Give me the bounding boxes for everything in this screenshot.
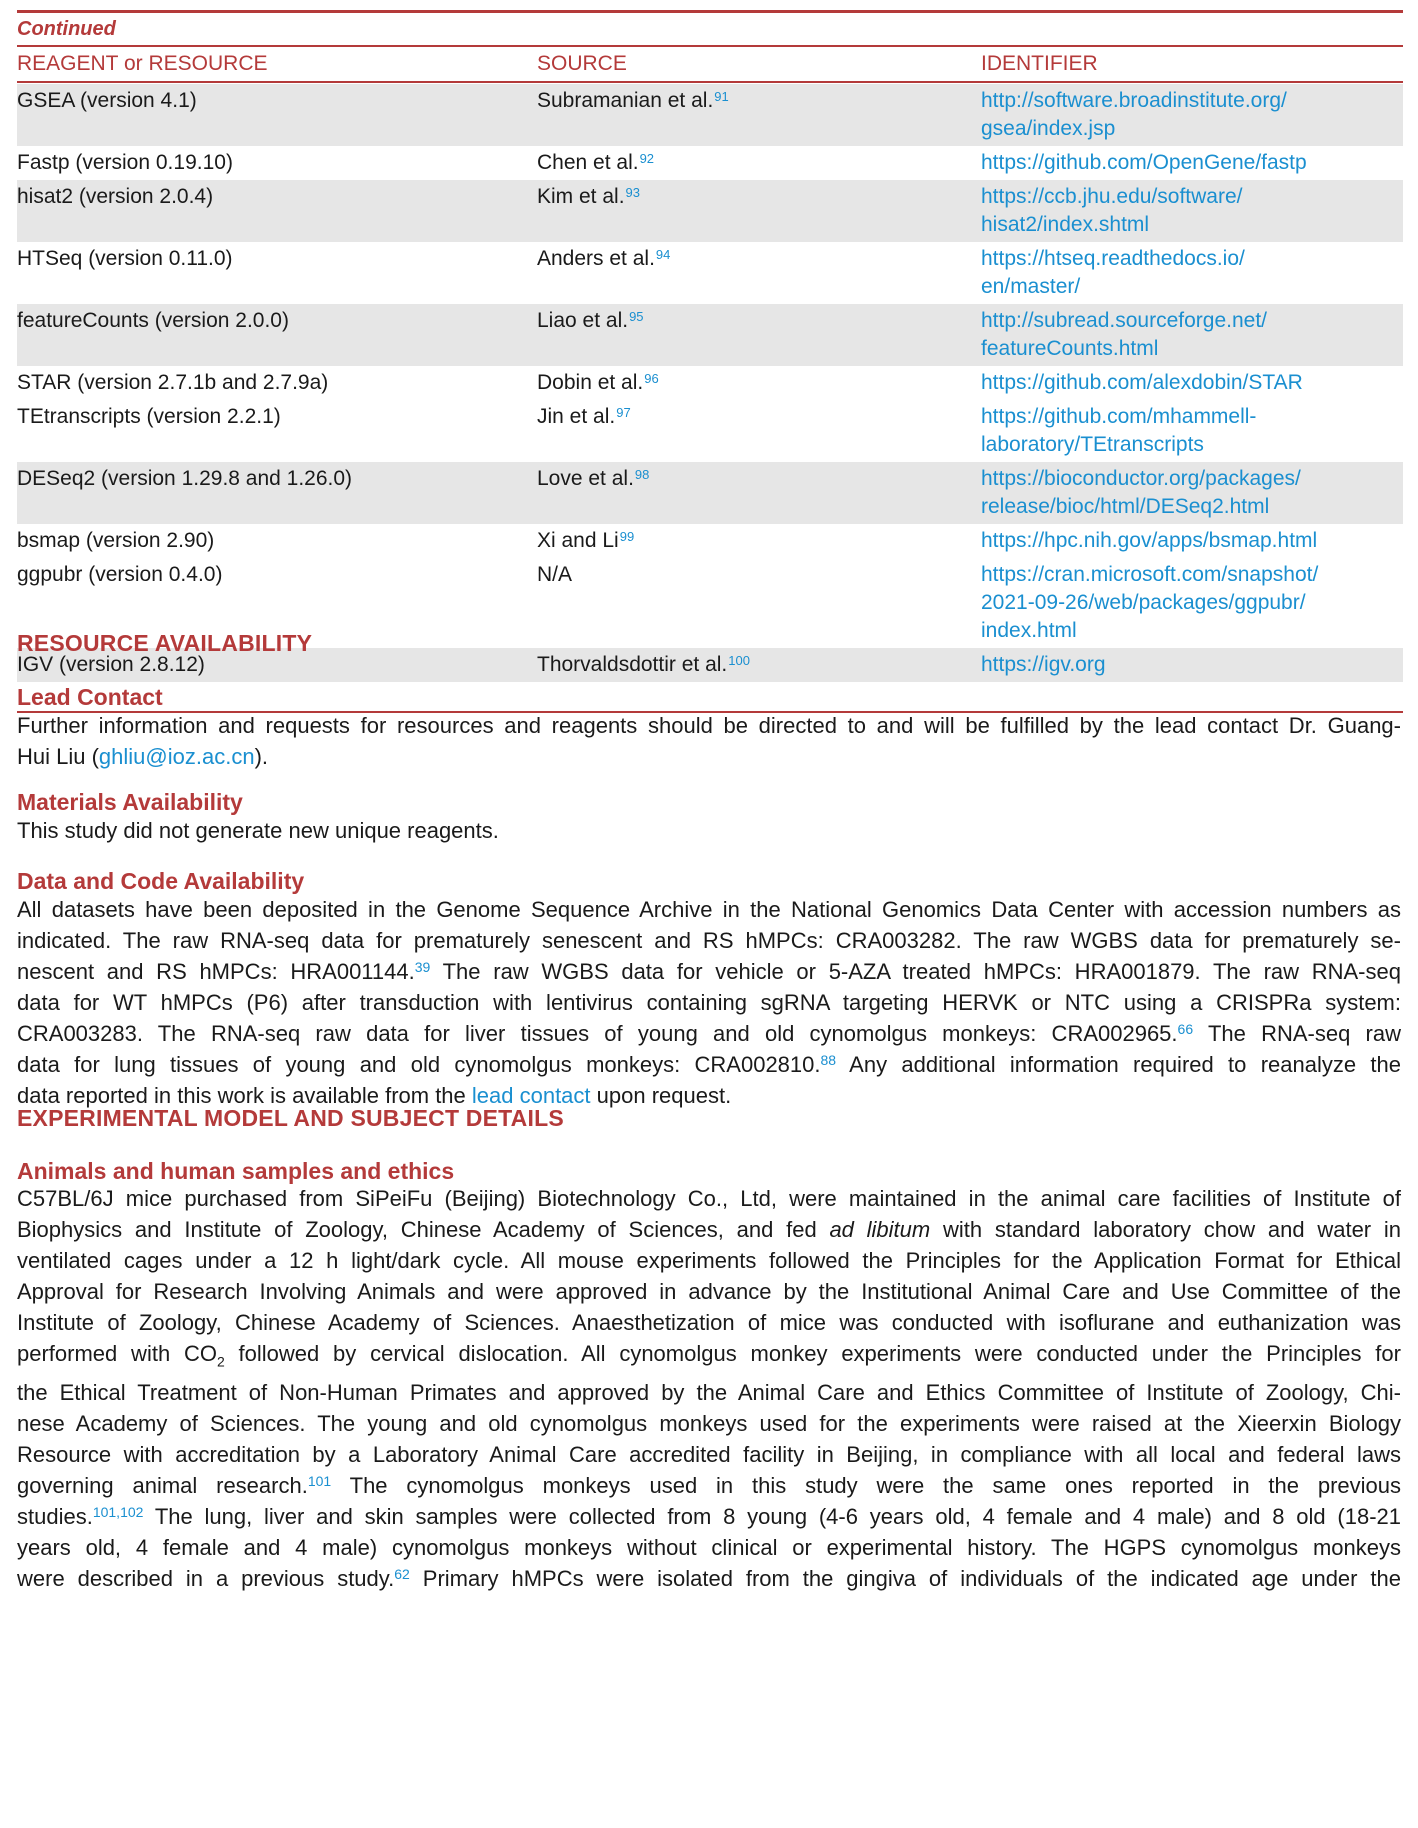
text: data for lung tissues of young and old cynomolgus monkeys: CRA002810. [17, 1052, 821, 1077]
materials-availability-title: Materials Availability [17, 789, 243, 815]
identifier-link[interactable] [981, 651, 1401, 679]
identifier-link[interactable] [981, 527, 1401, 555]
identifier-line[interactable]: index.html [981, 619, 1077, 642]
source-text: Dobin et al. [537, 371, 644, 394]
animals-line: nese Academy of Sciences. The young and old cynomolgus monkeys used for the experiments were raised at the Xieerxin Biology [17, 1411, 1401, 1437]
citation-ref[interactable]: 101,102 [92, 1504, 144, 1521]
lead-contact-link[interactable]: lead contact [471, 1083, 591, 1108]
source-cell [537, 245, 670, 273]
header-reagent: REAGENT or RESOURCE [17, 52, 268, 75]
identifier-line[interactable]: gsea/index.jsp [981, 117, 1116, 140]
table-row [17, 304, 1403, 366]
source-text: Thorvaldsdottir et al. [537, 653, 728, 676]
lead-contact-title: Lead Contact [17, 684, 163, 710]
animals-line: the Ethical Treatment of Non-Human Primates and approved by the Animal Care and Ethics Committee of Institute of Zoology, Chi- [17, 1380, 1401, 1406]
citation-ref[interactable]: 62 [394, 1566, 410, 1583]
identifier-line[interactable]: en/master/ [981, 275, 1081, 298]
text: data reported in this work is available from the [17, 1083, 472, 1108]
key-resources-table [17, 84, 1403, 682]
text: performed with CO [17, 1341, 217, 1366]
animals-line: years old, 4 female and 4 male) cynomolgus monkeys without clinical or experimental history. The HGPS cynomolgus monkeys [17, 1535, 1401, 1561]
source-text: Xi and Li [537, 529, 619, 552]
animals-line [17, 1214, 1401, 1245]
citation-ref[interactable]: 88 [820, 1052, 837, 1068]
source-cell [537, 465, 649, 493]
table-row [17, 242, 1403, 304]
italic-text: ad libitum [829, 1217, 931, 1242]
identifier-link[interactable] [981, 465, 1401, 521]
materials-paragraph [17, 815, 1401, 846]
identifier-link[interactable] [981, 245, 1401, 301]
identifier-line[interactable]: 2021-09-26/web/packages/ggpubr/ [981, 591, 1306, 614]
header-identifier: IDENTIFIER [981, 52, 1098, 75]
table-header-bottom-rule [17, 81, 1403, 83]
identifier-line[interactable]: hisat2/index.shtml [981, 213, 1150, 236]
text: Primary hMPCs were isolated from the gingiva of individuals of the indicated age under the [409, 1566, 1401, 1592]
identifier-line[interactable]: https://bioconductor.org/packages/ [981, 467, 1301, 490]
source-text: Jin et al. [537, 405, 616, 428]
source-cell [537, 307, 644, 335]
identifier-line[interactable]: http://subread.sourceforge.net/ [981, 309, 1268, 332]
text: followed by cervical dislocation. All cynomolgus monkey experiments were conducted under the Principles for [224, 1341, 1401, 1366]
animals-line [17, 1501, 1401, 1532]
text: The RNA-seq raw [1193, 1021, 1401, 1046]
source-cell [537, 651, 750, 679]
data-line: indicated. The raw RNA-seq data for prematurely senescent and RS hMPCs: CRA003282. The raw WGBS data for prematurely se- [17, 928, 1401, 953]
animals-line: Institute of Zoology, Chinese Academy of Sciences. Anaesthetization of mice was conducted with isoflurane and euthanization was [17, 1310, 1401, 1335]
citation-ref[interactable]: 97 [616, 405, 631, 420]
identifier-line[interactable]: https://ccb.jhu.edu/software/ [981, 185, 1243, 208]
lead-contact-line [17, 741, 1401, 772]
citation-ref[interactable]: 95 [629, 309, 644, 324]
source-text: Anders et al. [537, 247, 655, 270]
data-code-availability-title: Data and Code Availability [17, 868, 305, 894]
subscript: 2 [216, 1353, 225, 1370]
source-text: Kim et al. [537, 185, 625, 208]
source-text: Liao et al. [537, 309, 629, 332]
citation-ref[interactable]: 91 [714, 89, 729, 104]
identifier-line[interactable]: https://htseq.readthedocs.io/ [981, 247, 1245, 270]
text: were described in a previous study. [17, 1566, 395, 1592]
resource-name: Fastp (version 0.19.10) [17, 151, 233, 174]
citation-ref[interactable]: 66 [1177, 1021, 1194, 1037]
resource-name: HTSeq (version 0.11.0) [17, 247, 233, 270]
source-cell [537, 369, 659, 397]
resource-name: IGV (version 2.8.12) [17, 653, 205, 676]
identifier-line[interactable]: featureCounts.html [981, 337, 1159, 360]
animals-title: Animals and human samples and ethics [17, 1158, 455, 1184]
section-resource-availability: RESOURCE AVAILABILITY [17, 630, 313, 656]
header-source: SOURCE [537, 52, 627, 75]
text: nescent and RS hMPCs: HRA001144. [17, 959, 415, 984]
identifier-link[interactable] [981, 183, 1401, 239]
resource-name: STAR (version 2.7.1b and 2.7.9a) [17, 371, 329, 394]
text: Hui Liu ( [17, 744, 99, 769]
animals-line: C57BL/6J mice purchased from SiPeiFu (Beijing) Biotechnology Co., Ltd, were maintained in the animal care facilities of Institute of [17, 1186, 1401, 1211]
source-text: Love et al. [537, 467, 634, 490]
animals-line: Approval for Research Involving Animals and were approved in advance by the Institutional Animal Care and Use Committee of the [17, 1279, 1401, 1304]
text: The cynomolgus monkeys used in this study were the same ones reported in the previous [331, 1473, 1401, 1499]
citation-ref[interactable]: 39 [414, 959, 431, 975]
identifier-link[interactable] [981, 403, 1401, 459]
text: CRA003283. The RNA-seq raw data for liver tissues of young and old cynomolgus monkeys: CRA002965. [17, 1021, 1178, 1046]
identifier-link[interactable] [981, 87, 1401, 143]
table-header-top-rule [17, 45, 1403, 47]
continued-rule [17, 10, 1403, 13]
table-row [17, 84, 1403, 146]
table-row [17, 146, 1403, 180]
text: upon request. [590, 1083, 732, 1108]
materials-line: This study did not generate new unique reagents. [17, 818, 499, 843]
text: ). [254, 744, 269, 769]
resource-name: GSEA (version 4.1) [17, 89, 197, 112]
animals-paragraph [17, 1183, 1401, 1594]
identifier-line[interactable]: https://github.com/mhammell- [981, 405, 1257, 428]
citation-ref[interactable]: 99 [619, 529, 635, 544]
data-line [17, 956, 1401, 987]
identifier-line[interactable]: https://hpc.nih.gov/apps/bsmap.html [981, 529, 1318, 552]
identifier-link[interactable] [981, 369, 1401, 397]
table-row [17, 400, 1403, 462]
table-row [17, 366, 1403, 400]
resource-name: TEtranscripts (version 2.2.1) [17, 405, 281, 428]
source-cell [537, 527, 634, 555]
source-text: Subramanian et al. [537, 89, 714, 112]
identifier-line[interactable]: https://github.com/OpenGene/fastp [981, 151, 1307, 174]
text: The raw WGBS data for vehicle or 5-AZA treated hMPCs: HRA001879. The raw RNA-seq [430, 959, 1401, 984]
section-experimental-model: EXPERIMENTAL MODEL AND SUBJECT DETAILS [17, 1105, 564, 1131]
source-cell [537, 87, 729, 115]
citation-ref[interactable]: 100 [728, 653, 750, 668]
text: Biophysics and Institute of Zoology, Chinese Academy of Sciences, and fed [17, 1217, 830, 1242]
identifier-link[interactable] [981, 307, 1401, 363]
lead-contact-email-link[interactable]: ghliu@ioz.ac.cn [98, 744, 255, 769]
data-line [17, 1049, 1401, 1080]
lead-contact-paragraph [17, 710, 1401, 772]
text: with standard laboratory chow and water in [930, 1217, 1402, 1242]
animals-line [17, 1338, 1401, 1377]
source-cell [537, 561, 572, 589]
data-line [17, 1018, 1401, 1049]
identifier-line[interactable]: https://cran.microsoft.com/snapshot/ [981, 563, 1319, 586]
source-text: Chen et al. [537, 151, 639, 174]
data-line: data for WT hMPCs (P6) after transduction with lentivirus containing sgRNA targeting HERVK or NTC using a CRISPRa system: [17, 990, 1401, 1015]
data-code-paragraph [17, 894, 1401, 1111]
table-row [17, 462, 1403, 524]
resource-name: hisat2 (version 2.0.4) [17, 185, 214, 208]
text: The lung, liver and skin samples were collected from 8 young (4-6 years old, 4 female and 4 male) and 8 old (18-21 [143, 1504, 1401, 1530]
identifier-line[interactable]: https://github.com/alexdobin/STAR [981, 371, 1303, 394]
source-text: N/A [537, 563, 573, 586]
animals-line [17, 1563, 1401, 1594]
identifier-line[interactable]: release/bioc/html/DESeq2.html [981, 495, 1270, 518]
citation-ref[interactable]: 101 [307, 1473, 332, 1490]
table-row [17, 524, 1403, 558]
lead-contact-line: Further information and requests for resources and reagents should be directed to and will be fulfilled by the lead contact Dr. Guang- [17, 713, 1401, 738]
identifier-line[interactable]: https://igv.org [981, 653, 1106, 676]
animals-line [17, 1470, 1401, 1501]
source-cell [537, 149, 654, 177]
citation-ref[interactable]: 93 [625, 185, 640, 200]
data-line: All datasets have been deposited in the Genome Sequence Archive in the National Genomics Data Center with accession numbers as [17, 897, 1401, 922]
continued-label: Continued [17, 18, 116, 40]
animals-line: ventilated cages under a 12 h light/dark cycle. All mouse experiments followed the Principles for the Application Format for Ethical [17, 1248, 1401, 1273]
source-cell [537, 183, 640, 211]
resource-name: featureCounts (version 2.0.0) [17, 309, 289, 332]
text: Any additional information required to reanalyze the [836, 1052, 1401, 1077]
resource-name: DESeq2 (version 1.29.8 and 1.26.0) [17, 467, 353, 490]
animals-line: Resource with accreditation by a Laboratory Animal Care accredited facility in Beijing, in compliance with all local and federal laws [17, 1442, 1401, 1468]
citation-ref[interactable]: 94 [655, 247, 671, 262]
identifier-link[interactable] [981, 561, 1401, 645]
text: studies. [17, 1504, 93, 1530]
identifier-line[interactable]: laboratory/TEtranscripts [981, 433, 1204, 456]
identifier-link[interactable] [981, 149, 1401, 177]
citation-ref[interactable]: 92 [639, 151, 655, 166]
table-row [17, 180, 1403, 242]
citation-ref[interactable]: 98 [634, 467, 650, 482]
source-cell [537, 403, 631, 431]
resource-name: ggpubr (version 0.4.0) [17, 563, 223, 586]
citation-ref[interactable]: 96 [644, 371, 659, 386]
identifier-line[interactable]: http://software.broadinstitute.org/ [981, 89, 1287, 112]
resource-name: bsmap (version 2.90) [17, 529, 215, 552]
text: governing animal research. [17, 1473, 308, 1499]
